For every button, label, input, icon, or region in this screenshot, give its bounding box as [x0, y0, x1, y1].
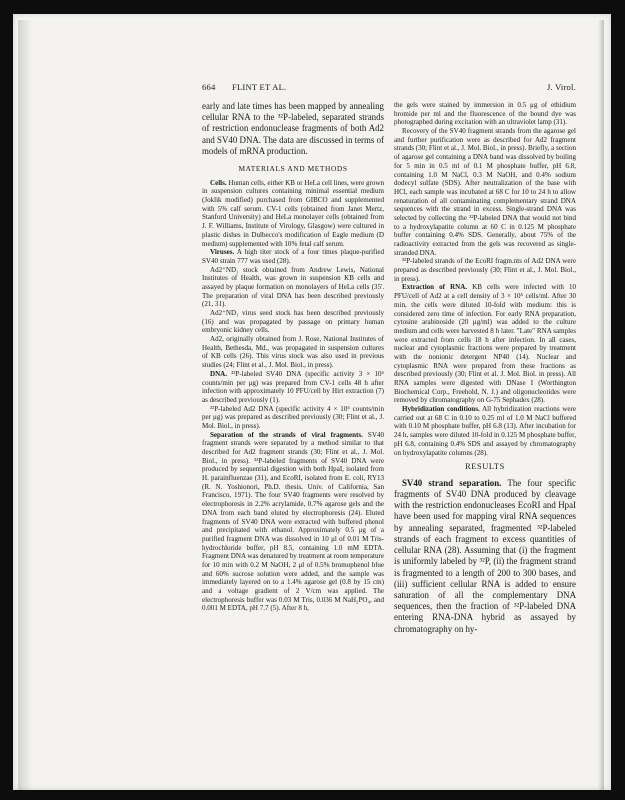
paragraph-text: ³²P-labeled Ad2 DNA (specific activity 4 × 10⁶ counts/min per μg) was prepared as described previously (30; Flint et al., J. Mol. Biol., in press). [202, 404, 384, 430]
paragraph-text: KB cells were infected with 10 PFU/cell of Ad2 at a cell density of 3 × 10⁵ cells/ml. After 30 min, the cells were diluted 10-fold with medium: this is considered zero time of infection. For early RNA preparation, cytosine arabinoside (20 μg/ml) was added to the culture medium and cells were harvested 8 h later. "Late" RNA samples were extracted from cells 18 h after infection. In all cases, nuclear and cytoplasmic fractions were prepared by treatment with the nonionic detergent NP40 (14). Nuclear and cytoplasmic RNA were prepared from these fractions as described previously (30; Flint et al. J. Mol. Biol. in press). All RNA samples were digested with DNase I (Worthington Biochemical Corp., Freehold, N. J.) and oligonucleotides were removed by chromatography on G-75 Sephadex (28). [394, 283, 576, 405]
paragraph [202, 405, 384, 431]
paragraph-text: ³²P-labeled strands of the EcoRI fragm.nts of Ad2 DNA were prepared as described previously (30; Flint et al., J. Mol. Biol., in press). [394, 257, 576, 283]
section-heading: MATERIALS AND METHODS [238, 164, 348, 174]
paragraph-text: Recovery of the SV40 fragment strands from the agarose gel and further purification were as described for Ad2 fragment strands (30; Flint et al., J. Mol. Biol., in press). Briefly, a section of agarose gel containing a DNA band was dissolved by boiling for 5 min in 0.5 ml of 0.1 M phosphate buffer, pH 6.8, containing 1.0 M NaCl, 0.3 M NaOH, and 0.4% sodium dodecyl sulfate (SDS). After neutralization of the base with HCl, each sample was incubated at 68 C for 10 to 24 h to allow renaturation of all contaminating complementary strand DNA sequences with the strand in excess. Single-strand DNA was selected by collecting the ³²P-labeled DNA that would not bind to a hydroxylapatite column at 60 C in 0.125 M phosphate buffer containing 0.4% SDS. Generally, about 75% of the radioactivity extracted from the gels was recovered as single-stranded DNA. [394, 127, 576, 257]
run-in-heading: Viruses. [210, 248, 235, 257]
paragraph-text: The four specific fragments of SV40 DNA produced by cleavage with the restriction endonucleases EcoRI and HpaI have been used for mapping viral RNA sequences by annealing separated, fragmented ³²P-labeled strands of each fragment to excess quantities of cellular RNA (28). Assuming that (i) the fragment is uniformly labeled by ³²P, (ii) the fragment strand is fragmented to a length of 200 to 300 bases, and (iii) sufficient cellular RNA is added to ensure saturation of all the complementary DNA sequences, then the fraction of ³²P-labeled DNA entering RNA-DNA hybrid as assayed by chromatography on hy- [394, 477, 576, 634]
paragraph [394, 478, 576, 635]
scan-shadow-left [18, 20, 32, 790]
running-header [202, 82, 576, 94]
paragraph-text: Human cells, either KB or HeLa cell lines, were grown in suspension cultures containing minimal essential medium (Joklik modified) purchased from GIBCO and supplemented with 5% calf serum. CV-1 cells (obtained from Janet Mertz, Stanford University) and HeLa monolayer cells (obtained from J. F. Williams, Institute of Virology, Glasgow) were cultured in plastic dishes in Dulbecco's modification of Eagle medium (D medium) supplemented with 10% fetal calf serum. [202, 178, 384, 248]
paragraph-text: Ad2⁺ND₁ stock obtained from Andrew Lewis, National Institutes of Health, was grown in suspension KB cells and assayed by plaque formation on monolayers of HeLa cells (35'. The preparation of viral DNA has been described previously (21, 31). [202, 265, 384, 309]
run-in-heading: DNA. [210, 369, 228, 378]
paragraph [394, 127, 576, 257]
paragraph-text: SV40 fragment strands were separated by a method similar to that described for Ad2 fragment strands (30; Flint et al., J. Mol. Biol., in press). ³²P-labeled fragments of SV40 DNA were produced by sequential digestion with both HpaI, isolated from H. parainfluenzae (31), and EcoRI, isolated from E. coli, RY13 (R. N. Yoshionori, Ph.D. thesis, Univ. of California, San Francisco, 1971). The four SV40 fragments were resolved by electrophoresis in 2.2% acrylamide, 0.7% agarose gels and the DNA from each band eluted by electrophoresis (24). Eluted fragments of SV40 DNA were extracted with buffered phenol and precipitated with ethanol. Approximately 0.5 μg of a purified fragment DNA was dissolved in 10 μl of 0.01 M Tris-hydrochloride buffer, pH 8.5, containing 1.0 mM EDTA. Fragment DNA was denatured by treatment at room temperature for 10 min with 0.2 M NaOH, 2 μl of 0.5% bromophenol blue and 60% sucrose solution were added, and the sample was immediately layered on to a 1.4% agarose gel (0.8 by 15 cm) and a voltage gradient of 2 V/cm was applied. The electrophoresis buffer was 0.03 M Tris, 0.036 M NaH₂PO₄, and 0.001 M EDTA, pH 7.7 (5). After 8 h, [202, 430, 384, 613]
run-in-heading: SV40 strand separation. [402, 477, 502, 488]
paragraph [202, 266, 384, 309]
paragraph [202, 309, 384, 335]
run-in-heading: Extraction of RNA. [402, 283, 468, 292]
run-in-heading: Cells. [210, 178, 227, 187]
paragraph-text: A high titer stock of a four times plaque-purified SV40 strain 777 was used (28). [202, 248, 384, 265]
paragraph-text: ³²P-labeled SV40 DNA (specific activity 3 × 10⁶ counts/min per μg) was prepared from CV-1 cells 48 h after infection with approximately 10 PFU/cell by Hirt extraction (7) as described previously (1). [202, 369, 384, 404]
paragraph-text: All hybridization reactions were carried out at 68 C in 0.10 to 0.25 ml of 1.0 M NaCl buffered with 0.10 M phosphate buffer, pH 6.8 (13). After incubation for 24 h, samples were diluted 10-fold in 0.125 M phosphate buffer, pH 6.8, containing 0.4% SDS and assayed by chromatography on hydroxylapatite columns (28). [394, 405, 576, 457]
run-in-heading: Hybridization conditions. [402, 405, 480, 414]
paragraph [202, 179, 384, 249]
left-column [202, 101, 384, 613]
paragraph-text: the gels were stained by immersion in 0.5 μg of ethidium bromide per ml and the fluorescence of the bound dye was photographed during excitation with an ultraviolet lamp (31). [394, 101, 576, 127]
paragraph [202, 335, 384, 370]
paragraph [394, 101, 576, 127]
paragraph [202, 431, 384, 613]
paragraph [202, 370, 384, 405]
paragraph-text: early and late times has been mapped by annealing cellular RNA to the ³²P-labeled, separated strands of restriction endonuclease fragments of both Ad2 and SV40 DNA. The data are discussed in terms of models of mRNA production. [202, 101, 384, 156]
paragraph-text: Ad2⁺ND₁ virus seed stock has been described previously (16) and was propagated by passage on primary human embryonic kidney cells. [202, 309, 384, 335]
scan-shadow-right [598, 20, 604, 790]
paragraph [394, 405, 576, 457]
paragraph [394, 257, 576, 283]
running-authors: FLINT ET AL. [232, 82, 287, 92]
section-heading: RESULTS [465, 462, 505, 472]
paragraph [202, 101, 384, 157]
run-in-heading: Separation of the strands of viral fragments. [210, 430, 363, 439]
right-column [394, 101, 576, 635]
page-number: 664 [202, 82, 216, 92]
paragraph [394, 283, 576, 405]
paragraph [202, 248, 384, 265]
paragraph-text: Ad2, originally obtained from J. Rose, National Institutes of Health, Bethesda, Md., was propagated in suspension cultures of KB cells (26). This virus stock was also used in previous studies (24; Flint et al., J. Mol. Biol., in press). [202, 335, 384, 370]
journal-name: J. Virol. [546, 82, 576, 92]
